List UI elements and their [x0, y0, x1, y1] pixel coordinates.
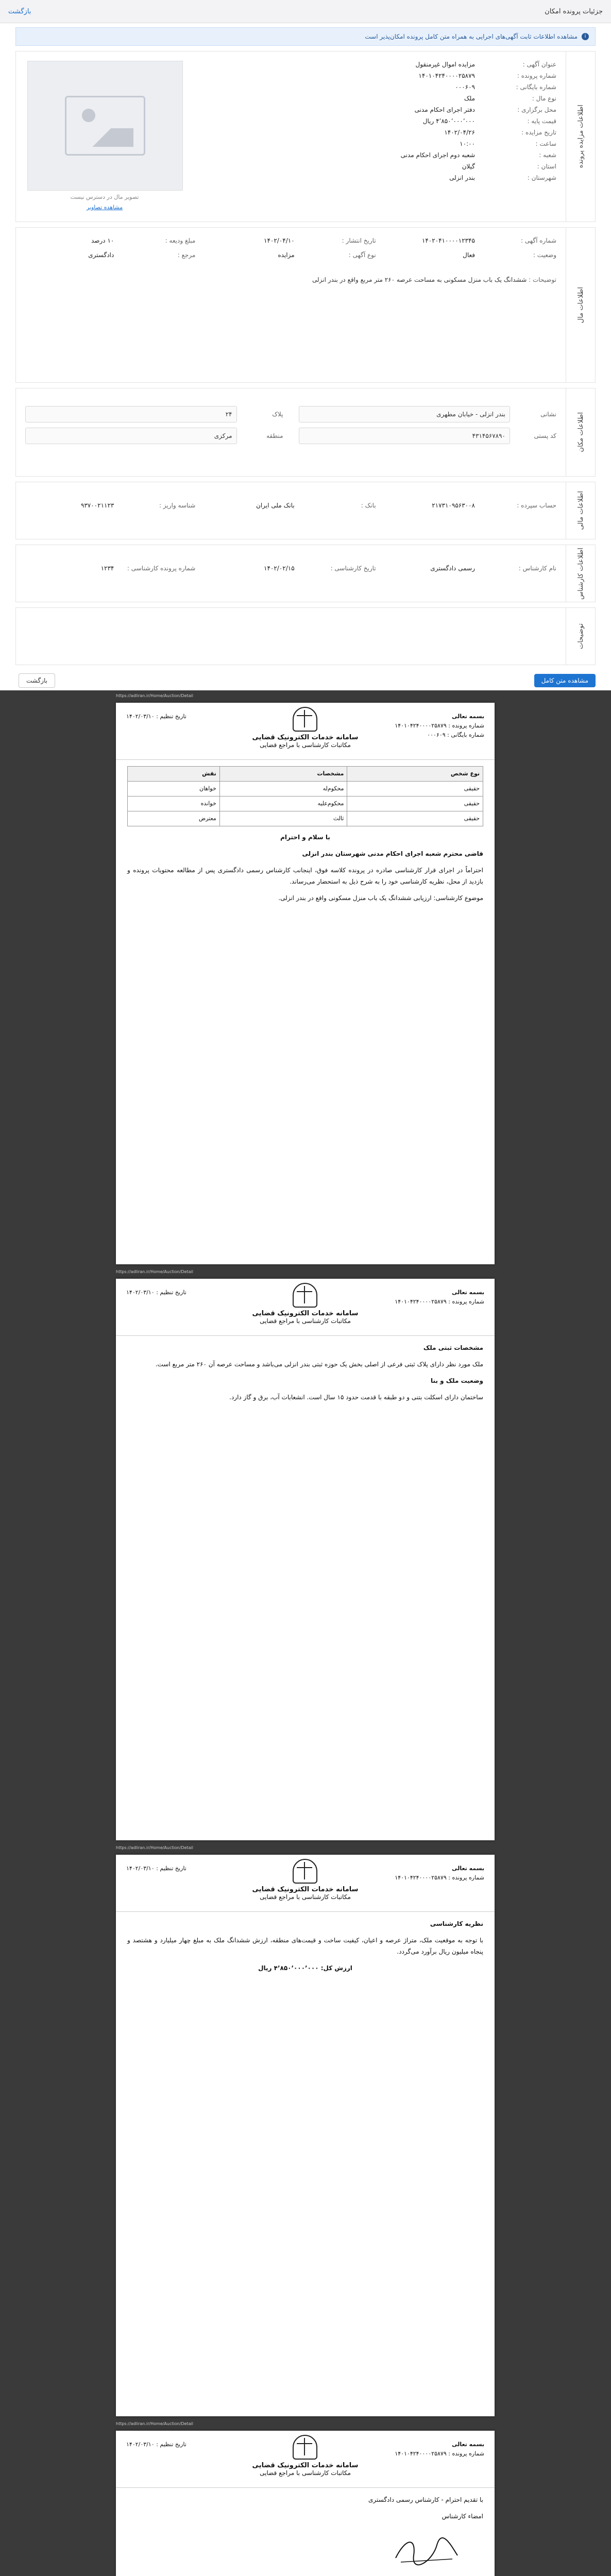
case-row: شماره بایگانی : ۰۰۰۶۰۹: [455, 83, 556, 91]
case-row: استان : گیلان: [462, 163, 556, 170]
agent-card: [15, 545, 596, 602]
plate-value: ۲۴: [25, 406, 237, 422]
signature-image: [391, 2532, 463, 2568]
table-row: حقیقی محکوم‌علیه خوانده: [128, 796, 483, 811]
info-row: نوع آگهی : مزایده: [278, 251, 376, 259]
page-url: https://adliran.ir/Home/Auction/Detail: [116, 1269, 193, 1274]
scales-emblem-icon: [293, 2435, 318, 2460]
finance-card: [15, 482, 596, 539]
footer-bar: [15, 670, 596, 691]
agent-row: شماره پرونده کارشناسی : ۱۲۳۴: [100, 565, 196, 572]
finance-row: بانک : بانک ملی ایران: [256, 502, 376, 509]
notes-card-body: [16, 608, 566, 665]
signer-label: امضاء کارشناس: [442, 2513, 483, 2520]
document-page: [116, 1855, 495, 2416]
info-row: مرجع : دادگستری: [88, 251, 196, 259]
case-row: قیمت پایه : ۴٬۸۵۰٬۰۰۰٬۰۰۰ ریال: [422, 117, 556, 125]
notes-card-label: توضیحات: [566, 608, 595, 665]
document-page: [116, 1279, 495, 1840]
page-header: [116, 1855, 495, 1912]
case-row: تاریخ مزایده : ۱۴۰۲/۰۴/۲۶: [444, 129, 556, 136]
location-card-label: اطلاعات مکان: [566, 388, 595, 476]
page-url: https://adliran.ir/Home/Auction/Detail: [116, 2421, 193, 2426]
postal-code-field: کد پستی ۴۳۱۴۵۶۷۸۹۰: [299, 428, 557, 444]
page-meta-right: بسمه تعالی شماره پرونده : ۱۴۰۱۰۴۲۴۰۰۰۰۲۵۸۷۹: [395, 1289, 484, 1305]
agent-row: نام کارشناس : رسمی دادگستری: [430, 565, 556, 572]
case-row: نوع مال : ملک: [464, 95, 556, 102]
top-bar: [0, 0, 611, 23]
page-title: جزئیات پرونده امکان: [545, 7, 603, 15]
page-meta-right: بسمه تعالی شماره پرونده : ۱۴۰۱۰۴۲۴۰۰۰۰۲۵۸۷۹: [395, 2441, 484, 2457]
page-body: مشخصات ثبتی ملک ملک مورد نظر دارای پلاک ثبتی فرعی از اصلی بخش یک حوزه ثبتی بندر انزلی می‌باشد و مساحت عرصه آن ۲۶۰ متر مربع است. وضعیت ملک و بنا ساختمان دارای اسکلت بتنی و دو طبقه با قدمت حدود ۱۵ سال است. انشعابات آب، برق و گاز دارد.: [155, 1344, 483, 1401]
info-notice: [15, 27, 596, 46]
page-meta-right: بسمه تعالی شماره پرونده : ۱۴۰۱۰۴۲۴۰۰۰۰۲۵۸۷۹ شماره بایگانی : ۰۰۰۶۰۹: [395, 713, 484, 738]
judiciary-emblem: سامانه خدمات الکترونیک قضایی مکاتبات کارشناسی با مراجع قضایی: [252, 1859, 359, 1901]
page-meta-left: تاریخ تنظیم : ۱۴۰۲/۰۳/۱۰: [126, 1865, 186, 1872]
page-meta-left: تاریخ تنظیم : ۱۴۰۲/۰۳/۱۰: [126, 1289, 186, 1296]
case-row: شماره پرونده : ۱۴۰۱۰۴۲۴۰۰۰۰۲۵۸۷۹: [418, 72, 556, 79]
case-row: محل برگزاری : دفتر اجرای احکام مدنی: [414, 106, 556, 113]
page-body: نظریه کارشناسی با توجه به موقعیت ملک، متراژ عرصه و اعیان، کیفیت ساخت و قیمت‌های منطقه، ارزش ششدانگ ملک به مبلغ چهار میلیارد و هشتصد و پنجاه میلیون ریال برآورد می‌گردد. ارزش کل: ۴٬۸۵۰٬۰۰۰٬۰۰۰ ریال: [116, 1912, 495, 1985]
agent-row: تاریخ کارشناسی : ۱۴۰۲/۰۲/۱۵: [264, 565, 376, 572]
notes-card: [15, 607, 596, 665]
judiciary-emblem: سامانه خدمات الکترونیک قضایی مکاتبات کارشناسی با مراجع قضایی: [252, 1283, 359, 1325]
page-header: [116, 2431, 495, 2488]
postal-code-value: ۴۳۱۴۵۶۷۸۹۰: [299, 428, 511, 444]
info-icon: i: [582, 33, 589, 40]
finance-card-body: [16, 482, 566, 539]
page-meta-left: تاریخ تنظیم : ۱۴۰۲/۰۳/۱۰: [126, 713, 186, 720]
plate-field: پلاک ۲۴: [25, 406, 283, 422]
back-link[interactable]: بازگشت: [8, 7, 31, 15]
case-row: عنوان آگهی : مزایده اموال غیرمنقول: [415, 61, 556, 68]
info-row: وضعیت : فعال: [463, 251, 556, 259]
photo-caption: تصویر مال در دسترس نیست: [70, 194, 139, 200]
info-card-label: اطلاعات مال: [566, 228, 595, 382]
page-meta-right: بسمه تعالی شماره پرونده : ۱۴۰۱۰۴۲۴۰۰۰۰۲۵۸۷۹: [395, 1865, 484, 1881]
region-value: مرکزی: [25, 428, 237, 444]
document-page: [116, 703, 495, 1264]
image-placeholder-icon: [65, 96, 145, 156]
notice-text: مشاهده اطلاعات ثابت آگهی‌های اجرایی به همراه متن کامل پرونده امکان‌پذیر است: [365, 33, 578, 40]
table-row: حقیقی ثالث معترض: [128, 811, 483, 826]
document-viewer[interactable]: [0, 690, 611, 2576]
table-row: حقیقی محکوم‌له خواهان: [128, 782, 483, 796]
document-page: [116, 2431, 495, 2576]
agent-card-label: اطلاعات کارشناس: [566, 545, 595, 602]
info-card-body: [16, 228, 566, 382]
page-url: https://adliran.ir/Home/Auction/Detail: [116, 693, 193, 698]
case-card-label: اطلاعات مزایده پرونده: [566, 52, 595, 222]
judiciary-emblem: سامانه خدمات الکترونیک قضایی مکاتبات کارشناسی با مراجع قضایی: [252, 2435, 359, 2477]
case-row: شعبه : شعبه دوم اجرای احکام مدنی: [400, 151, 556, 159]
parties-table: نوع شخص مشخصات نقش حقیقی محکوم‌له خواهان حقیقی محکوم‌علیه خوانده حقیقی ثالث معترض: [127, 766, 483, 826]
region-field: منطقه مرکزی: [25, 428, 283, 444]
info-row: شماره آگهی : ۱۴۰۲۰۴۱۰۰۰۰۱۲۳۴۵: [421, 237, 556, 244]
page-header: [116, 1279, 495, 1336]
page-body: با تقدیم احترام - کارشناس رسمی دادگستری امضاء کارشناس: [116, 2488, 495, 2576]
info-row: تاریخ انتشار : ۱۴۰۲/۰۴/۱۰: [264, 237, 376, 244]
finance-card-label: اطلاعات مالی: [566, 482, 595, 539]
location-card-body: [16, 388, 566, 476]
page-body: نوع شخص مشخصات نقش حقیقی محکوم‌له خواهان حقیقی محکوم‌علیه خوانده حقیقی ثالث معترض با سلام و احترام قاضی محترم شعبه اجرای احکام مدنی شهرستان بندر انزلی احتراماً در اجرای قرار کارشناسی صادره در پرونده کلاسه فوق، اینجانب کارشناس رسمی دادگستری پس از مطالعه محتویات پرونده و بازدید از محل، نظریه کارشناسی خود را به شرح ذیل به استحضار می‌رساند. موضوع کارشناسی: ارزیابی ششدانگ یک باب منزل مسکونی واقع در بندر انزلی.: [116, 760, 495, 915]
info-card: [15, 227, 596, 383]
judiciary-emblem: سامانه خدمات الکترونیک قضایی مکاتبات کارشناسی با مراجع قضایی: [252, 707, 359, 749]
case-row: ساعت : ۱۰:۰۰: [460, 140, 556, 147]
value-line: ارزش کل: ۴٬۸۵۰٬۰۰۰٬۰۰۰ ریال: [258, 1964, 352, 1972]
page-header: [116, 703, 495, 760]
scales-emblem-icon: [293, 707, 318, 732]
info-description: توضیحات : ششدانگ یک باب منزل مسکونی به مساحت عرصه ۲۶۰ متر مربع واقع در بندر انزلی: [312, 276, 556, 283]
scales-emblem-icon: [293, 1283, 318, 1308]
property-photo-placeholder: [27, 61, 183, 191]
view-full-text-button[interactable]: مشاهده متن کامل: [534, 674, 596, 687]
case-row: شهرستان : بندر انزلی: [449, 174, 556, 181]
location-card: [15, 388, 596, 477]
case-card: [15, 51, 596, 222]
scales-emblem-icon: [293, 1859, 318, 1884]
view-images-link[interactable]: مشاهده تصاویر: [86, 204, 123, 211]
page-meta-left: تاریخ تنظیم : ۱۴۰۲/۰۳/۱۰: [126, 2441, 186, 2448]
address-value: بندر انزلی - خیابان مطهری: [299, 406, 511, 422]
finance-row: شناسه واریز : ۹۳۷۰۰۲۱۱۲۳: [80, 502, 196, 509]
page-url: https://adliran.ir/Home/Auction/Detail: [116, 1845, 193, 1850]
agent-card-body: [16, 545, 566, 602]
info-row: مبلغ ودیعه : ۱۰ درصد: [91, 237, 196, 244]
back-button[interactable]: بازگشت: [19, 673, 55, 688]
finance-row: حساب سپرده : ۲۱۷۳۱۰۹۵۶۳۰۰۸: [432, 502, 556, 509]
address-field: نشانی بندر انزلی - خیابان مطهری: [299, 406, 557, 422]
